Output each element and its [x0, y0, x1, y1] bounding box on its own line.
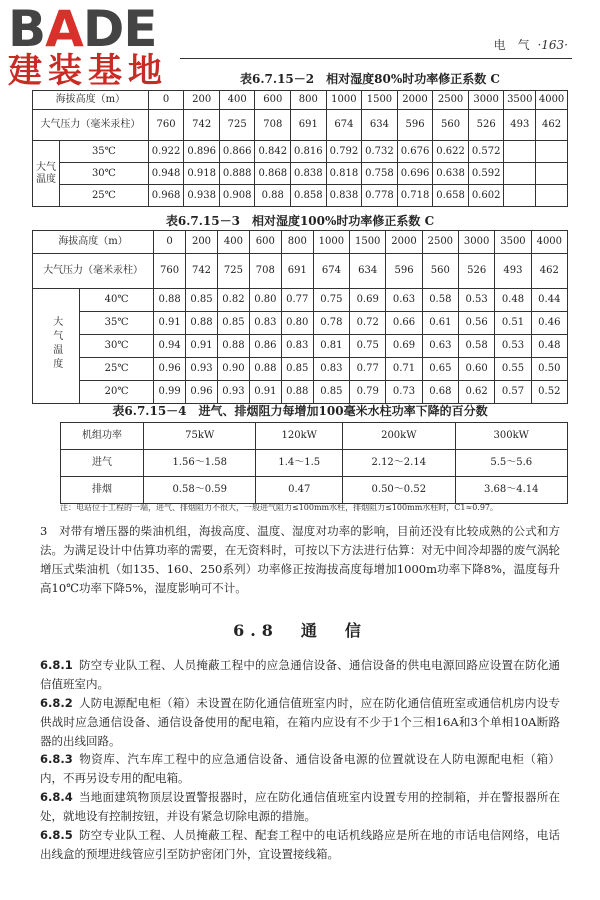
table-cell: 0.638: [433, 163, 469, 185]
table-header-cell: 200kW: [343, 423, 455, 450]
table-cell: [536, 185, 568, 207]
table-cell: 0.88: [281, 381, 313, 404]
table-row: [33, 312, 568, 335]
table-cell: 0.46: [531, 312, 567, 335]
table-header-cell: 海拔高度（m）: [33, 231, 154, 254]
table-cell: 0.56: [458, 312, 494, 335]
section-title: 6.8 通 信: [233, 621, 367, 640]
table-cell: 0.868: [255, 163, 291, 185]
table-cell: 0.758: [362, 163, 398, 185]
table-cell: 0.83: [281, 335, 313, 358]
table-cell: 708: [255, 110, 291, 141]
table-cell: 0.57: [495, 381, 531, 404]
table-header-cell: 大气压力（毫米汞柱）: [33, 254, 154, 289]
table-cell: 0.838: [291, 163, 327, 185]
logo-text-cn: 建装基地: [8, 51, 168, 91]
table-cell: 2.12～2.14: [343, 450, 455, 477]
table-cell: 0.622: [433, 141, 469, 163]
table-cell: 0.96: [186, 381, 218, 404]
table-cell: 0.77: [281, 289, 313, 312]
table-row: [33, 110, 568, 141]
table-row-label: 35℃: [60, 141, 149, 163]
table-cell: 4000: [531, 231, 567, 254]
table-row-label: 35℃: [80, 312, 154, 335]
table-cell: 2000: [386, 231, 422, 254]
table-cell: 0.732: [362, 141, 398, 163]
clause-text: 当地面建筑物顶层设置警报器时，应在防化通信值班室内设置专用的控制箱，并在警报器所在处，就地设有控制按钮，并设有紧急切除电源的措施。: [40, 790, 560, 823]
table3-note: 注：电站位于工程的一端，进气、排烟阻力不很大，一般进气阻力≤100mm水柱，排烟阻力≤100mm水柱时，C1≈0.97。: [60, 503, 499, 512]
table-cell: 526: [468, 110, 504, 141]
table-cell: 0.99: [154, 381, 186, 404]
table-row: [33, 254, 568, 289]
table-cell: 760: [154, 254, 186, 289]
table-cell: 0.58: [422, 289, 458, 312]
table-cell: 2500: [433, 91, 469, 110]
clause-text: 防空专业队工程、人员掩蔽工程、配套工程中的电话机线路应是所在地的市话电信网络，电话出线盒的预埋进线管应引至防护密闭门外，宜设置接线箱。: [40, 828, 560, 861]
page-number: ·163·: [537, 38, 568, 52]
table-cell: 0.65: [422, 358, 458, 381]
clause-number: 6.8.1: [40, 658, 73, 672]
table-cell: 0.75: [313, 289, 349, 312]
table-row-label: 20℃: [80, 381, 154, 404]
table-cell: 742: [184, 110, 220, 141]
table-cell: 0.938: [184, 185, 220, 207]
table-cell: 0.91: [154, 312, 186, 335]
clause-6-8-1: [40, 656, 560, 694]
paragraph-3: 3 对带有增压器的柴油机组，海拔高度、温度、湿度对功率的影响，目前还没有比较成熟的公式和方法。为满足设计中估算功率的需要，在无资料时，可按以下方法进行估算：对无中间冷却器的废气涡轮增压式柴油机（如135、160、250系列）功率修正按海拔高度每增加1000m功率下降8%，温度每升高10℃功率下降5%，湿度影响可不计。: [40, 524, 560, 595]
table-cell: [504, 185, 536, 207]
table-cell: [504, 163, 536, 185]
table-cell: 400: [217, 231, 249, 254]
table-cell: 3500: [504, 91, 536, 110]
table-cell: 1000: [326, 91, 362, 110]
table-row: [61, 477, 568, 504]
table-cell: 0.718: [397, 185, 433, 207]
table-cell: 0.58～0.59: [144, 477, 256, 504]
clause-6-8-5: [40, 826, 560, 864]
table-cell: 0.80: [281, 312, 313, 335]
table-cell: 0.79: [350, 381, 386, 404]
table-cell: 1500: [350, 231, 386, 254]
logo-text-en: BADE: [8, 0, 157, 58]
table1-caption: 表6.7.15－2 相对湿度80%时功率修正系数 C: [240, 72, 500, 86]
table-row: [33, 163, 568, 185]
clause-number: 6.8.3: [40, 752, 73, 766]
table-cell: 0.90: [217, 358, 249, 381]
header-rule: [180, 58, 572, 59]
table-cell: 725: [219, 110, 255, 141]
table-cell: 0.88: [154, 289, 186, 312]
table-header-cell: 120kW: [256, 423, 343, 450]
table-cell: 0.96: [154, 358, 186, 381]
table-cell: 0.93: [217, 381, 249, 404]
table-cell: 3.68～4.14: [455, 477, 567, 504]
table-cell: 596: [386, 254, 422, 289]
table-row-label: 30℃: [80, 335, 154, 358]
table3: [60, 422, 568, 504]
table-cell: 526: [458, 254, 494, 289]
clause-text: 人防电源配电柜（箱）未设置在防化通信值班室内时，应在防化通信值班室或通信机房内设专供战时应急通信设备、通信设备使用的配电箱，在箱内应设有不少于1个三相16A和3个单相10A断路器的出线回路。: [40, 696, 560, 748]
table-cell: 0.78: [313, 312, 349, 335]
table-cell: 3500: [495, 231, 531, 254]
table-cell: 493: [504, 110, 536, 141]
table-cell: 0.53: [495, 335, 531, 358]
running-header: [494, 36, 568, 53]
table-cell: 634: [362, 110, 398, 141]
table-cell: 0.80: [249, 289, 281, 312]
table-cell: 0.676: [397, 141, 433, 163]
table-cell: 0.922: [148, 141, 184, 163]
table-header-cell: 300kW: [455, 423, 567, 450]
table1: [32, 90, 568, 207]
clause-number: 6.8.5: [40, 828, 73, 842]
table-cell: 0.85: [186, 289, 218, 312]
table-row-label: 排烟: [61, 477, 144, 504]
table-cell: 0.858: [291, 185, 327, 207]
table-cell: 5.5～5.6: [455, 450, 567, 477]
clause-number: 6.8.2: [40, 696, 73, 710]
table-cell: 0.83: [313, 358, 349, 381]
table-cell: 0.69: [386, 335, 422, 358]
table-group-label: 大气温度: [33, 141, 60, 207]
table-cell: 0.91: [249, 381, 281, 404]
table-cell: 1500: [362, 91, 398, 110]
table-cell: 0.83: [249, 312, 281, 335]
table-cell: 560: [433, 110, 469, 141]
table-cell: 4000: [536, 91, 568, 110]
table-row-label: 25℃: [60, 185, 149, 207]
table-cell: 0.792: [326, 141, 362, 163]
table-cell: 0.888: [219, 163, 255, 185]
table-cell: 200: [184, 91, 220, 110]
table-cell: 0.82: [217, 289, 249, 312]
table-cell: 0.55: [495, 358, 531, 381]
table-cell: 400: [219, 91, 255, 110]
table-row-label: 进气: [61, 450, 144, 477]
table-cell: [536, 163, 568, 185]
table-cell: 0.77: [350, 358, 386, 381]
table-cell: 0.62: [458, 381, 494, 404]
table-row: [61, 423, 568, 450]
table-row-label: 30℃: [60, 163, 149, 185]
table-cell: 0.81: [313, 335, 349, 358]
table-cell: 0.816: [291, 141, 327, 163]
table-cell: 2500: [422, 231, 458, 254]
table-cell: 0.85: [217, 312, 249, 335]
table-group-label: [33, 289, 80, 404]
table-cell: 0: [154, 231, 186, 254]
table-cell: 0.63: [422, 335, 458, 358]
table-cell: 0.71: [386, 358, 422, 381]
table-header-cell: 机组功率: [61, 423, 144, 450]
clause-6-8-2: [40, 694, 560, 751]
table-cell: 0.75: [350, 335, 386, 358]
table-cell: 0.88: [186, 312, 218, 335]
table-header-cell: 海拔高度（m）: [33, 91, 149, 110]
table-row: [33, 185, 568, 207]
table-cell: 0.968: [148, 185, 184, 207]
table-cell: 0.778: [362, 185, 398, 207]
table-cell: 462: [536, 110, 568, 141]
table-cell: 0.88: [249, 358, 281, 381]
table-cell: 200: [186, 231, 218, 254]
table-header-cell: 大气压力（毫米汞柱）: [33, 110, 149, 141]
table-cell: 760: [148, 110, 184, 141]
clause-6-8-4: [40, 788, 560, 826]
table-cell: 0.592: [468, 163, 504, 185]
table-cell: 674: [326, 110, 362, 141]
table-cell: 0.51: [495, 312, 531, 335]
table-row: [33, 141, 568, 163]
table-cell: 742: [186, 254, 218, 289]
table-cell: [504, 141, 536, 163]
table-cell: 0.66: [386, 312, 422, 335]
table-cell: 0.61: [422, 312, 458, 335]
table-cell: 0.50: [531, 358, 567, 381]
table-cell: 725: [217, 254, 249, 289]
table-cell: 0.658: [433, 185, 469, 207]
table-cell: 596: [397, 110, 433, 141]
table-row: [33, 91, 568, 110]
table-cell: 0.88: [255, 185, 291, 207]
table-cell: 0.91: [186, 335, 218, 358]
table-header-cell: 75kW: [144, 423, 256, 450]
table-group-text: 大气温度: [50, 316, 62, 373]
table-cell: 0.572: [468, 141, 504, 163]
table-cell: 0.50～0.52: [343, 477, 455, 504]
table-cell: 600: [249, 231, 281, 254]
table-cell: 560: [422, 254, 458, 289]
table-cell: 493: [495, 254, 531, 289]
table-row: [33, 231, 568, 254]
table-cell: 0.48: [495, 289, 531, 312]
table-cell: 0.696: [397, 163, 433, 185]
table-row-label: 25℃: [80, 358, 154, 381]
table-cell: 1000: [313, 231, 349, 254]
table-cell: 462: [531, 254, 567, 289]
clause-6-8-3: [40, 750, 560, 788]
table-cell: 0.818: [326, 163, 362, 185]
table-cell: 800: [281, 231, 313, 254]
table2: [32, 230, 568, 404]
table-cell: 0.68: [422, 381, 458, 404]
table-cell: 0.72: [350, 312, 386, 335]
table-cell: 3000: [458, 231, 494, 254]
table-cell: 600: [255, 91, 291, 110]
table-cell: 0.48: [531, 335, 567, 358]
table-row: [33, 335, 568, 358]
table-cell: 0.948: [148, 163, 184, 185]
table-cell: 691: [281, 254, 313, 289]
table-cell: 0: [148, 91, 184, 110]
table-cell: 691: [291, 110, 327, 141]
table-row-label: 40℃: [80, 289, 154, 312]
table-cell: 0.69: [350, 289, 386, 312]
table-cell: 634: [350, 254, 386, 289]
table-cell: 0.58: [458, 335, 494, 358]
table-cell: 0.73: [386, 381, 422, 404]
table-cell: 0.44: [531, 289, 567, 312]
table-cell: 0.85: [281, 358, 313, 381]
table-cell: 0.838: [326, 185, 362, 207]
table-cell: 0.52: [531, 381, 567, 404]
table-cell: 1.56～1.58: [144, 450, 256, 477]
table-cell: 0.94: [154, 335, 186, 358]
table-cell: 0.85: [313, 381, 349, 404]
table-row: [61, 450, 568, 477]
table-row: [33, 289, 568, 312]
table-cell: 674: [313, 254, 349, 289]
table-cell: 3000: [468, 91, 504, 110]
table-cell: 0.918: [184, 163, 220, 185]
table2-caption: 表6.7.15－3 相对湿度100%时功率修正系数 C: [165, 214, 435, 228]
table-cell: 0.93: [186, 358, 218, 381]
table-cell: 2000: [397, 91, 433, 110]
clause-number: 6.8.4: [40, 790, 73, 804]
table-cell: 800: [291, 91, 327, 110]
table-cell: 0.908: [219, 185, 255, 207]
table-cell: 0.842: [255, 141, 291, 163]
table-cell: 0.866: [219, 141, 255, 163]
table-cell: [536, 141, 568, 163]
table-row: [33, 381, 568, 404]
chapter-title: 电 气: [493, 38, 530, 52]
table-cell: 0.88: [217, 335, 249, 358]
table-cell: 0.53: [458, 289, 494, 312]
table-cell: 0.602: [468, 185, 504, 207]
clause-text: 防空专业队工程、人员掩蔽工程中的应急通信设备、通信设备的供电电源回路应设置在防化通信值班室内。: [40, 658, 560, 691]
table-cell: 0.60: [458, 358, 494, 381]
table-cell: 708: [249, 254, 281, 289]
table-cell: 0.896: [184, 141, 220, 163]
table-cell: 1.4～1.5: [256, 450, 343, 477]
clause-text: 物资库、汽车库工程中的应急通信设备、通信设备电源的位置就设在人防电源配电柜（箱）内，不再另设专用的配电箱。: [40, 752, 560, 785]
table-row: [33, 358, 568, 381]
table-cell: 0.63: [386, 289, 422, 312]
table-cell: 0.86: [249, 335, 281, 358]
table-cell: 0.47: [256, 477, 343, 504]
table3-caption: 表6.7.15－4 进气、排烟阻力每增加100毫米水柱功率下降的百分数: [112, 404, 488, 418]
